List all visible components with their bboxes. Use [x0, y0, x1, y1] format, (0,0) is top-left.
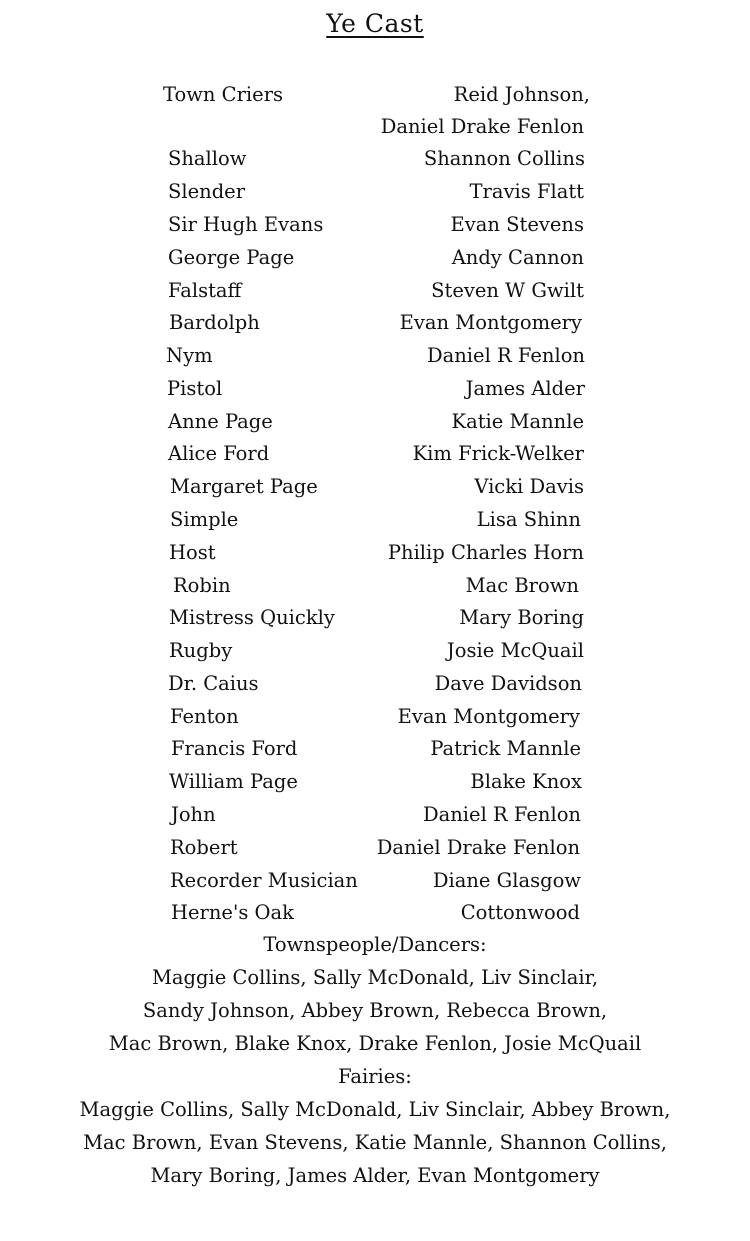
- role-name: Pistol: [167, 377, 223, 400]
- actor-name: Kim Frick-Welker: [412, 442, 584, 465]
- cast-row: [0, 112, 750, 142]
- role-name: George Page: [168, 246, 295, 269]
- actor-name: Mac Brown: [465, 574, 579, 597]
- townspeople-heading: Townspeople/Dancers:: [263, 933, 487, 956]
- cast-row: [0, 80, 750, 110]
- actor-name: Vicki Davis: [474, 475, 584, 498]
- page-title: [0, 8, 750, 40]
- actor-name: Evan Montgomery: [399, 311, 582, 334]
- actor-name: Steven W Gwilt: [431, 279, 584, 302]
- actor-name: Evan Montgomery: [397, 705, 580, 728]
- role-name: Francis Ford: [171, 737, 298, 760]
- actor-name: Daniel Drake Fenlon: [380, 115, 584, 138]
- cast-row: [0, 571, 750, 601]
- role-name: Host: [169, 541, 216, 564]
- cast-row: [0, 898, 750, 928]
- actor-name: Patrick Mannle: [430, 737, 581, 760]
- role-name: Alice Ford: [168, 442, 270, 465]
- actor-name: Philip Charles Horn: [387, 541, 584, 564]
- cast-row: [0, 177, 750, 207]
- role-name: Margaret Page: [170, 475, 318, 498]
- actor-name: Daniel R Fenlon: [422, 803, 581, 826]
- role-name: Mistress Quickly: [169, 606, 335, 629]
- cast-row: [0, 702, 750, 732]
- role-name: Rugby: [169, 639, 233, 662]
- actor-name: Daniel R Fenlon: [426, 344, 585, 367]
- role-name: Slender: [168, 180, 246, 203]
- cast-row: [0, 505, 750, 535]
- actor-name: Evan Stevens: [450, 213, 584, 236]
- role-name: Anne Page: [168, 410, 273, 433]
- role-name: Recorder Musician: [170, 869, 358, 892]
- cast-row: [0, 144, 750, 174]
- townspeople-line: Maggie Collins, Sally McDonald, Liv Sinclair,: [151, 966, 599, 989]
- cast-row: [0, 636, 750, 666]
- role-name: Bardolph: [169, 311, 260, 334]
- cast-row: [0, 538, 750, 568]
- title-text: Ye Cast: [326, 9, 424, 38]
- actor-name: Reid Johnson,: [453, 83, 590, 106]
- role-name: Town Criers: [163, 83, 284, 106]
- cast-row: [0, 669, 750, 699]
- cast-row: [0, 472, 750, 502]
- actor-name: Travis Flatt: [469, 180, 584, 203]
- role-name: Shallow: [168, 147, 247, 170]
- actor-name: Dave Davidson: [434, 672, 582, 695]
- cast-row: [0, 833, 750, 863]
- role-name: William Page: [169, 770, 298, 793]
- cast-row: [0, 800, 750, 830]
- actor-name: Lisa Shinn: [476, 508, 581, 531]
- cast-row: [0, 276, 750, 306]
- cast-row: [0, 407, 750, 437]
- actor-name: Andy Cannon: [451, 246, 584, 269]
- actor-name: Katie Mannle: [451, 410, 584, 433]
- cast-row: [0, 866, 750, 896]
- role-name: Dr. Caius: [168, 672, 259, 695]
- actor-name: Daniel Drake Fenlon: [376, 836, 580, 859]
- role-name: Robin: [173, 574, 231, 597]
- actor-name: Cottonwood: [460, 901, 580, 924]
- cast-row: [0, 767, 750, 797]
- role-name: Nym: [166, 344, 213, 367]
- cast-row: [0, 308, 750, 338]
- cast-row: [0, 734, 750, 764]
- fairies-line: Mac Brown, Evan Stevens, Katie Mannle, Shannon Collins,: [83, 1131, 667, 1154]
- role-name: Falstaff: [168, 279, 242, 302]
- townspeople-line: Sandy Johnson, Abbey Brown, Rebecca Brown,: [142, 999, 608, 1022]
- role-name: Herne's Oak: [171, 901, 294, 924]
- cast-row: [0, 341, 750, 371]
- role-name: Fenton: [170, 705, 239, 728]
- fairies-heading: Fairies:: [338, 1065, 412, 1088]
- role-name: Simple: [170, 508, 239, 531]
- actor-name: Mary Boring: [459, 606, 584, 629]
- actor-name: Josie McQuail: [446, 639, 584, 662]
- cast-row: [0, 439, 750, 469]
- actor-name: James Alder: [465, 377, 585, 400]
- townspeople-section: [0, 928, 750, 1060]
- actor-name: Blake Knox: [470, 770, 582, 793]
- role-name: John: [171, 803, 216, 826]
- cast-row: [0, 603, 750, 633]
- fairies-line: Mary Boring, James Alder, Evan Montgomery: [150, 1164, 600, 1187]
- townspeople-line: Mac Brown, Blake Knox, Drake Fenlon, Josie McQuail: [108, 1032, 642, 1055]
- role-name: Robert: [170, 836, 238, 859]
- actor-name: Diane Glasgow: [432, 869, 581, 892]
- role-name: Sir Hugh Evans: [168, 213, 324, 236]
- fairies-line: Maggie Collins, Sally McDonald, Liv Sinclair, Abbey Brown,: [79, 1098, 671, 1121]
- cast-row: [0, 243, 750, 273]
- fairies-section: [0, 1060, 750, 1192]
- cast-row: [0, 210, 750, 240]
- actor-name: Shannon Collins: [423, 147, 585, 170]
- cast-row: [0, 374, 750, 404]
